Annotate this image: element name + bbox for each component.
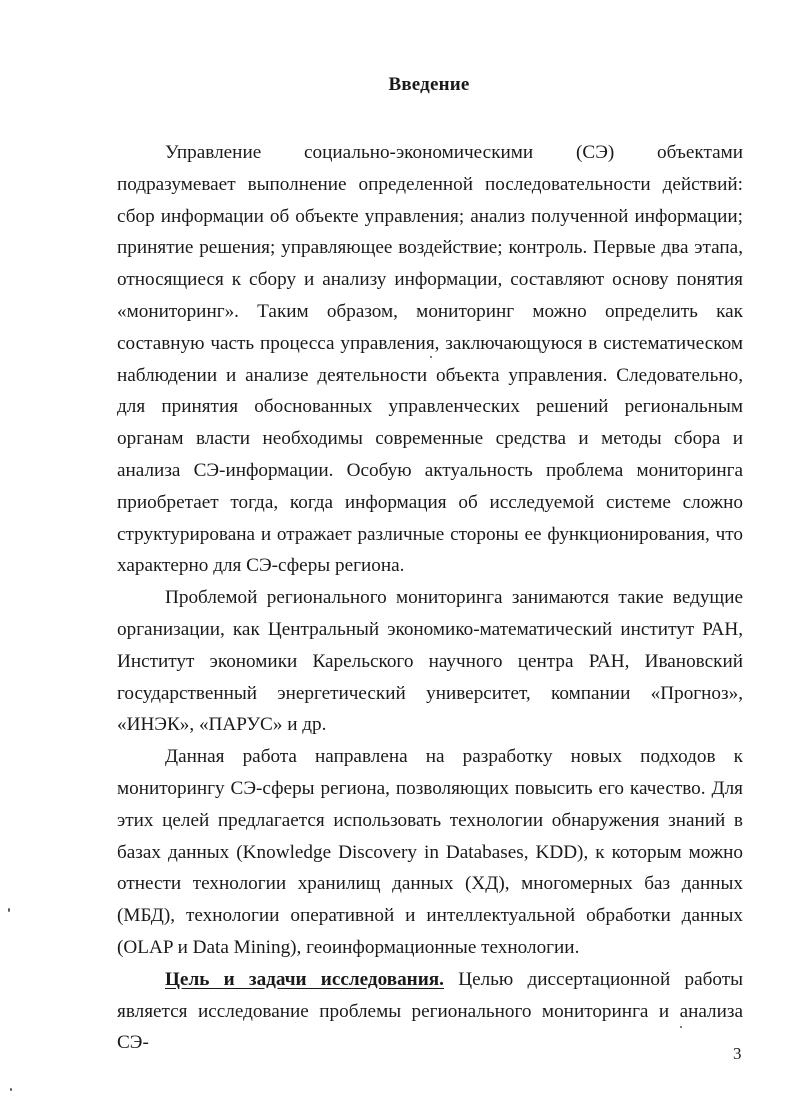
paragraph-goals: [117, 964, 743, 1059]
paragraph-approach: Данная работа направлена на разработку новых подходов к мониторингу СЭ-сферы региона, позволяющих повысить его качество. Для этих целей предлагается использовать технологии обнаружения знаний в базах данных (Knowledge Discovery in Databases, KDD), к которым можно отнести технологии хранилищ данных (ХД), многомерных баз данных (МБД), технологии оперативной и интеллектуальной обработки данных (OLAP и Data Mining), геоинформационные технологии.: [117, 746, 743, 958]
page-title: Введение: [388, 74, 470, 95]
scan-speck: [10, 1088, 12, 1091]
scan-speck: [430, 356, 432, 358]
body-text: [117, 137, 743, 1059]
goals-heading: Цель и задачи исследования.: [165, 968, 444, 990]
scan-speck: [680, 1026, 682, 1028]
goals-text: Целью диссертационной работы является исследование проблемы регионального мониторинга и анализа СЭ-: [117, 968, 743, 1054]
scan-speck: [8, 908, 10, 912]
page-number: 3: [733, 1044, 742, 1063]
paragraph-intro: Управление социально-экономическими (СЭ) объектами подразумевает выполнение определенной последовательности действий: сбор информации об объекте управления; анализ полученной информации; принятие решения; управляющее воздействие; контроль. Первые два этапа, относящиеся к сбору и анализу информации, составляют основу понятия «мониторинг». Таким образом, мониторинг можно определить как составную часть процесса управления, заключающуюся в систематическом наблюдении и анализе деятельности объекта управления. Следовательно, для принятия обоснованных управленческих решений региональным органам власти необходимы современные средства и методы сбора и анализа СЭ-информации. Особую актуальность проблема мониторинга приобретает тогда, когда информация об исследуемой системе сложно структурирована и отражает различные стороны ее функционирования, что характерно для СЭ-сферы региона.: [117, 142, 743, 577]
paragraph-organizations: Проблемой регионального мониторинга занимаются такие ведущие организации, как Центральный экономико-математический институт РАН, Институт экономики Карельского научного центра РАН, Ивановский государственный энергетический университет, компании «Прогноз», «ИНЭК», «ПАРУС» и др.: [117, 587, 743, 736]
